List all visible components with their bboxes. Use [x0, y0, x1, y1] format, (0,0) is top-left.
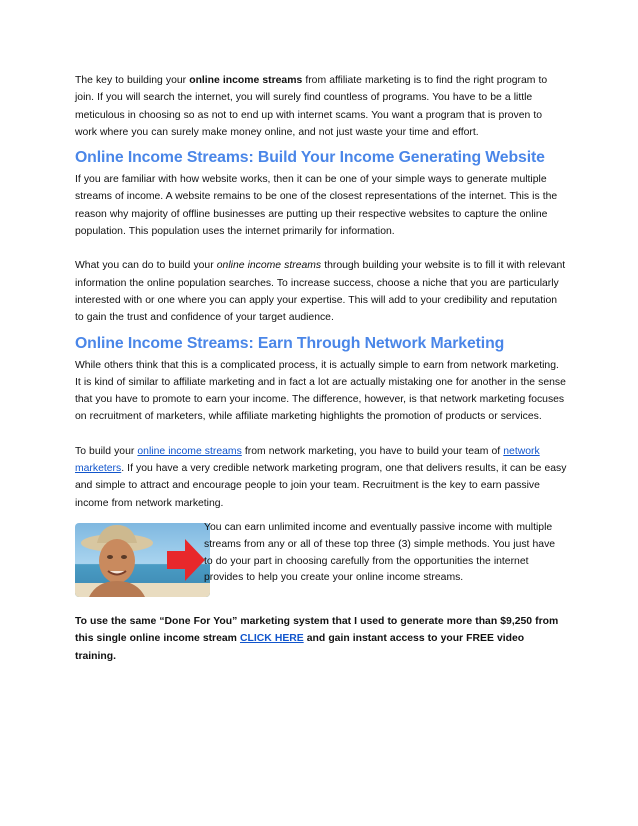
section2-paragraph-2	[75, 443, 567, 512]
promo-text: You can earn unlimited income and eventually passive income with multiple streams from any or all of these top three (3) simple methods. You just have to do your part in choosing carefully from the opportunities the internet provides to help you create your online income streams.	[204, 521, 556, 584]
cta-text-2: and gain instant access to your FREE video training.	[75, 633, 525, 662]
intro-paragraph	[75, 72, 567, 141]
section1-p2-italic: online income streams	[216, 260, 322, 272]
section1-heading: Online Income Streams: Build Your Income Generating Website	[75, 149, 545, 167]
cta-block	[75, 613, 567, 665]
section2-paragraph-1: While others think that this is a complicated process, it is actually simple to earn from network marketing. It is kind of similar to affiliate marketing and in fact a lot are actually mistaking one for another in the sense that you have to promote to earn your income. The difference, however, is that network marketing focuses on recruitment of marketers, while affiliate marketing highlights the promotion of products or services.	[75, 359, 566, 423]
section1-p2-text-1: What you can do to build your	[75, 260, 217, 272]
paragraph-spacer	[75, 240, 567, 257]
cowboy-hat-man-image	[75, 523, 210, 597]
section2-heading: Online Income Streams: Earn Through Network Marketing	[75, 334, 505, 352]
intro-text-1: The key to building your	[75, 75, 190, 86]
section1-p2-text-2: through building your website is to fill it with relevant information the online population searches. To increase success, choose a niche that you are particularly interested with or one where you can apply your expertise. This will add to your credibility and reputation to gain the trust and confidence of your target audience.	[75, 260, 566, 324]
network-marketers-link[interactable]: network marketers	[75, 445, 540, 475]
online-income-streams-link[interactable]: online income streams	[137, 445, 242, 457]
section2-p2-text-3: . If you have a very credible network marketing program, one that delivers results, it can be easy and simple to attract and encourage people to join your team. Recruitment is the key to earn passive income from network marketing.	[75, 463, 567, 509]
intro-bold-keyword: online income streams	[189, 75, 303, 86]
click-here-link[interactable]: CLICK HERE	[239, 633, 304, 645]
section1-paragraph-2	[75, 257, 567, 326]
cta-paragraph	[75, 613, 567, 665]
promo-block	[75, 523, 567, 604]
section1-paragraph-1: If you are familiar with how website works, then it can be one of your simple ways to generate multiple streams of income. A website remains to be one of the closest representations of the internet. This is the reason why majority of offline businesses are putting up their respective websites to capture the online population. This population uses the internet primarily for information.	[75, 174, 558, 238]
section2-p2-text-2: from network marketing, you have to build your team of	[241, 445, 504, 457]
section2-p2-text-1: To build your	[75, 445, 138, 457]
paragraph-spacer	[75, 426, 567, 443]
promo-text-block	[204, 520, 566, 587]
document-page	[75, 72, 567, 665]
intro-text-2: from affiliate marketing is to find the right program to join. If you will search the internet, you will surely find countless of programs. You have to be a little meticulous in choosing so as not to end up with internet scams. You want a program that is proven to work where you can surely make money online, and not just waste your time and effort.	[75, 75, 548, 138]
cta-text-1: To use the same “Done For You” marketing system that I used to generate more than $9,250 from this single online income stream	[75, 615, 559, 645]
